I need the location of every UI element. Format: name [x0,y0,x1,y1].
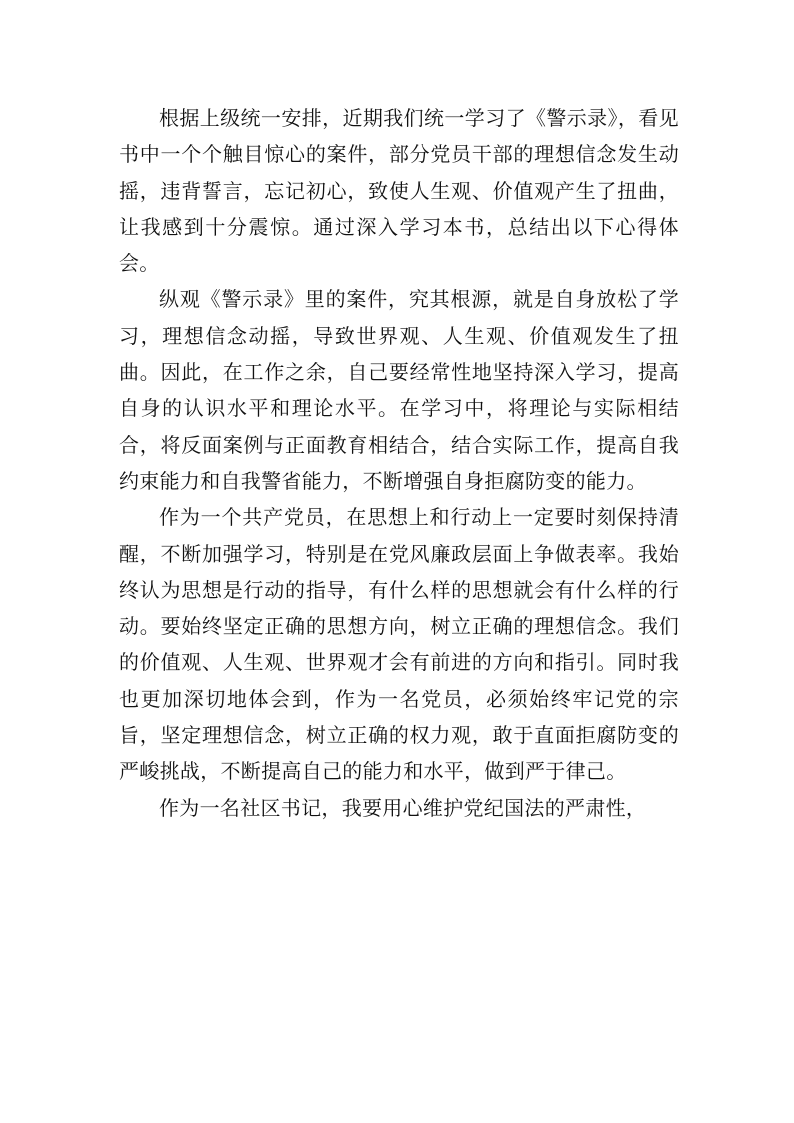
paragraph-3: 作为一个共产党员，在思想上和行动上一定要时刻保持清醒，不断加强学习，特别是在党风廉政层面上争做表率。我始终认为思想是行动的指导，有什么样的思想就会有什么样的行动。要始终坚定正确的思想方向，树立正确的理想信念。我们的价值观、人生观、世界观才会有前进的方向和指引。同时我也更加深切地体会到，作为一名党员，必须始终牢记党的宗旨，坚定理想信念，树立正确的权力观，敢于直面拒腐防变的严峻挑战，不断提高自己的能力和水平，做到严于律己。 [119,505,679,784]
document-body [119,100,679,826]
paragraph-4: 作为一名社区书记，我要用心维护党纪国法的严肃性， [159,795,647,820]
paragraph-2: 纵观《警示录》里的案件，究其根源，就是自身放松了学习，理想信念动摇，导致世界观、人生观、价值观发生了扭曲。因此，在工作之余，自己要经常性地坚持深入学习，提高自身的认识水平和理论水平。在学习中，将理论与实际相结合，将反面案例与正面教育相结合，结合实际工作，提高自我约束能力和自我警省能力，不断增强自身拒腐防变的能力。 [119,287,679,493]
paragraph-1: 根据上级统一安排，近期我们统一学习了《警示录》，看见书中一个个触目惊心的案件，部分党员干部的理想信念发生动摇，违背誓言，忘记初心，致使人生观、价值观产生了扭曲，让我感到十分震惊。通过深入学习本书，总结出以下心得体会。 [119,106,679,276]
